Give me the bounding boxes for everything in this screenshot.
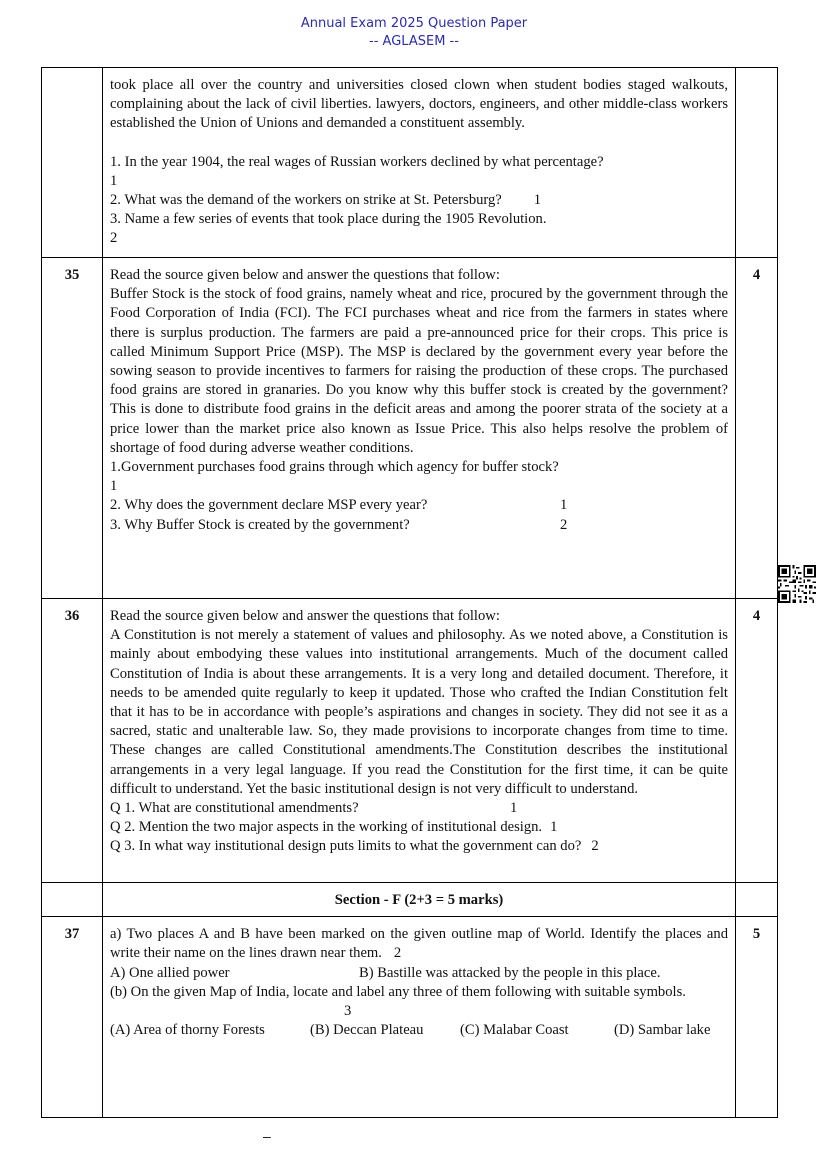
question-number-cell [42,68,103,258]
sub-question-marks: 2 [110,230,118,247]
sub-question-marks: 1 [510,800,518,817]
question-number: 36 [42,599,103,883]
question-body [103,599,736,883]
sub-question-text: 2. What was the demand of the workers on strike at St. Petersburg? [110,192,502,209]
option-b: B) Bastille was attacked by the people in this place. [359,964,661,981]
question-number: 35 [42,258,103,599]
sub-question-marks: 1 [550,819,558,836]
sub-question: 3. Name a few series of events that took place during the 1905 Revolution. [110,211,547,228]
question-number: 37 [42,917,103,1118]
sub-question-marks: 1 [110,478,118,495]
sub-question-marks: 2 [591,838,599,855]
choice-item: (B) Deccan Plateau [310,1022,424,1039]
question-row-35 [42,258,778,599]
sub-question [110,799,728,818]
question-row-36 [42,599,778,883]
marks-cell [736,68,778,258]
sub-question [110,191,728,210]
question-body [103,68,736,258]
sub-question [110,496,728,515]
page-footer-mark: – [263,1128,271,1144]
question-body [103,258,736,599]
part-b-marks-line [110,1002,728,1021]
question-table [41,67,778,1118]
passage-text: took place all over the country and universities closed clown when student bodies staged walkouts, complaining about the lack of civil liberties. lawyers, doctors, engineers, and other middle-class workers established the Union of Unions and demanded a constituent assembly. [110,77,728,132]
question-marks: 4 [736,599,778,883]
sub-question-text: Q 1. What are constitutional amendments? [110,800,359,817]
sub-question-text: 3. Why Buffer Stock is created by the government? [110,516,410,533]
section-number-cell [42,883,103,917]
sub-question [110,818,728,837]
header-title: Annual Exam 2025 Question Paper [300,16,528,31]
sub-question-text: Q 2. Mention the two major aspects in the working of institutional design. [110,819,543,836]
sub-question: 1.Government purchases food grains through which agency for buffer stock? [110,459,559,476]
sub-question-text: Q 3. In what way institutional design puts limits to what the government can do? [110,838,582,855]
sub-question [110,837,728,856]
sub-question-marks: 1 [533,192,542,209]
part-a-question [110,925,728,963]
passage-text: A Constitution is not merely a statement of values and philosophy. As we noted above, a Constitution is mainly about embodying these values into institutional arrangements. Much of the document called Constitution of India is about these arrangements. It is a very long and detailed document. Therefore, it needs to be amended quite regularly to keep it updated. Those who crafted the Indian Constitution felt that it has to be in accordance with people’s aspirations and changes in society. They did not see it as a sacred, static and unalterable law. So, they made provisions to incorporate changes from time to time. These changes are called Constitutional amendments.The Constitution describes the institutional arrangements in a very legal language. If you read the Constitution for the first time, it can be quite difficult to understand. Yet the basic institutional design is not very difficult to understand. [110,627,728,797]
instruction-text: Read the source given below and answer the questions that follow: [110,608,500,624]
section-title: Section - F (2+3 = 5 marks) [103,883,736,917]
choice-list [110,1021,728,1040]
question-row-34-continued [42,68,778,258]
sub-question-marks: 1 [110,172,118,189]
sub-question-marks: 1 [560,497,568,514]
part-a-marks: 2 [393,945,402,962]
question-marks: 4 [736,258,778,599]
section-header-row [42,883,778,917]
option-a: A) One allied power [110,964,230,981]
part-b-marks: 3 [344,1003,352,1020]
section-marks-cell [736,883,778,917]
question-row-37 [42,917,778,1118]
question-marks: 5 [736,917,778,1118]
part-a-options [110,964,728,983]
passage-text: Buffer Stock is the stock of food grains, namely wheat and rice, procured by the government through the Food Corporation of India (FCI). The FCI purchases wheat and rice from the farmers in states where there is surplus production. The farmers are paid a pre-announced price for their crops. This price is called Minimum Support Price (MSP). The MSP is declared by the government every year before the sowing season to provide incentives to farmers for raising the production of these crops. The purchased food grains are stored in granaries. Do you know why this buffer stock is created by the government? This is done to distribute food grains in the deficit areas and among the poorer strata of the society at a price lower than the market price also known as Issue Price. This also helps resolve the problem of shortage of food during adverse weather conditions. [110,286,728,456]
instruction-text: Read the source given below and answer the questions that follow: [110,267,500,283]
question-body [103,917,736,1118]
sub-question: 1. In the year 1904, the real wages of Russian workers declined by what percentage? [110,153,604,170]
sub-question-marks: 2 [560,516,568,533]
qr-code-icon [778,565,816,603]
part-b-question: (b) On the given Map of India, locate and label any three of them following with suitable symbols. [110,983,686,1000]
choice-item: (D) Sambar lake [614,1022,711,1039]
part-a-text: a) Two places A and B have been marked on the given outline map of World. Identify the places and write their name on the lines drawn near them. [110,926,728,962]
sub-question-text: 2. Why does the government declare MSP every year? [110,497,428,514]
choice-item: (A) Area of thorny Forests [110,1022,265,1039]
header-subtitle: -- AGLASEM -- [369,34,459,49]
choice-item: (C) Malabar Coast [460,1022,569,1039]
sub-question [110,516,728,535]
